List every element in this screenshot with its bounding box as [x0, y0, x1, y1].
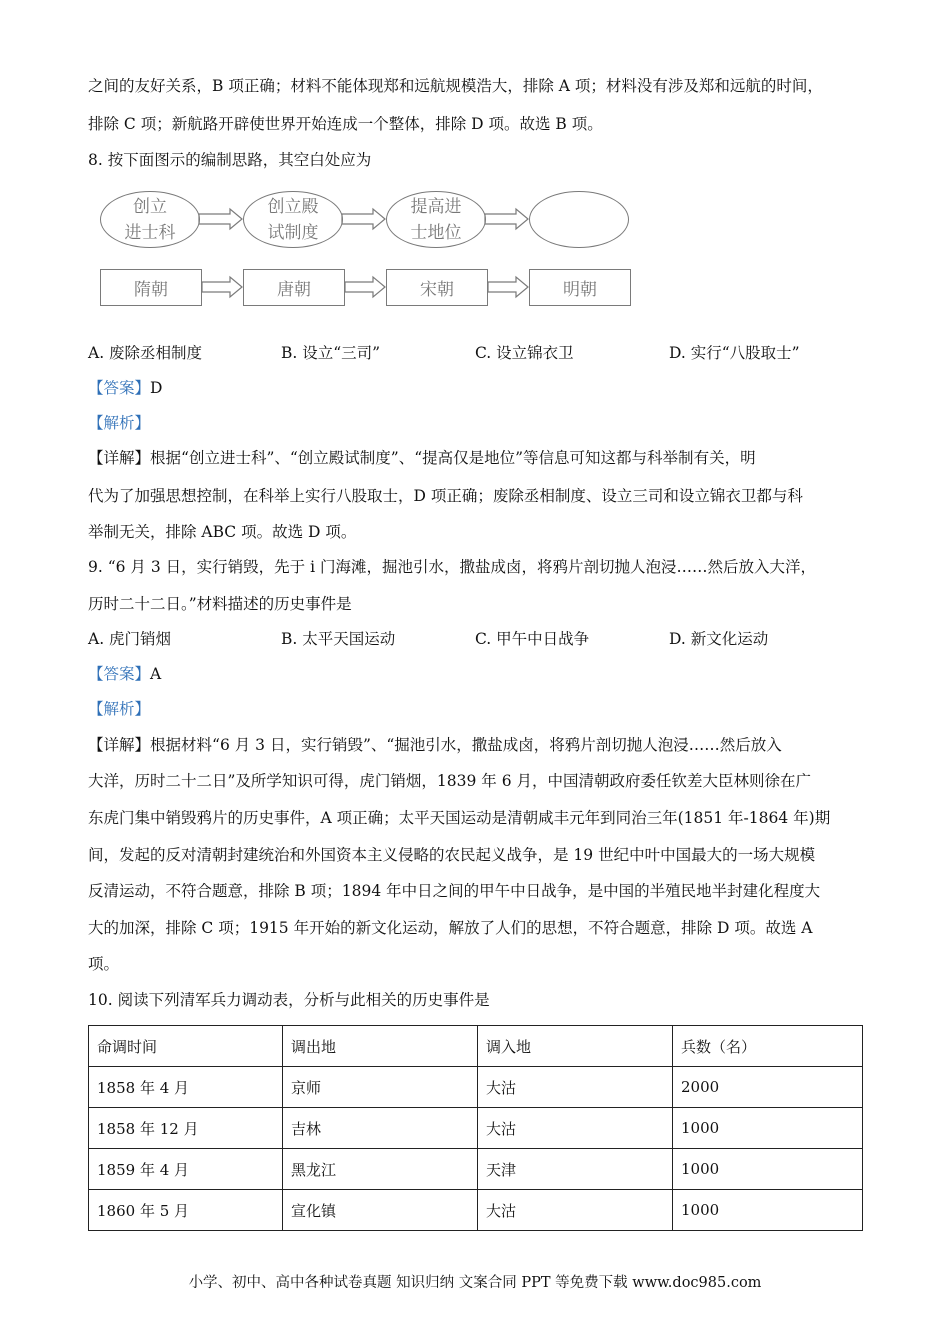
right-arrow-icon	[487, 275, 530, 299]
diagram-oval	[100, 191, 200, 248]
table-cell: 天津	[478, 1149, 673, 1190]
oval-text: 士地位	[410, 222, 462, 243]
table-cell: 1000	[673, 1190, 863, 1231]
option-d: D. 新文化运动	[669, 630, 769, 648]
text-line: 之间的友好关系，B 项正确；材料不能体现郑和远航规模浩大，排除 A 项；材料没有涉及郑和远航的时间，	[88, 77, 823, 95]
table-cell: 吉林	[283, 1108, 478, 1149]
right-arrow-icon	[201, 275, 244, 299]
table-header-row	[89, 1026, 863, 1067]
detail-line	[88, 735, 782, 755]
question-9-cont: 历时二十二日。”材料描述的历史事件是	[88, 595, 352, 613]
question-8: 8. 按下面图示的编制思路，其空白处应为	[88, 151, 372, 169]
dynasty-box	[100, 269, 202, 306]
dynasty-label: 隋朝	[134, 280, 168, 300]
oval-text: 提高进	[410, 196, 462, 217]
table-cell: 1858 年 12 月	[89, 1108, 283, 1149]
dynasty-label: 唐朝	[277, 280, 311, 300]
diagram-oval-blank	[529, 191, 629, 248]
option-c: C. 设立锦衣卫	[475, 344, 574, 362]
diagram-oval	[243, 191, 343, 248]
detail-line: 项。	[88, 955, 120, 973]
answer-tag: 【答案】	[88, 665, 151, 683]
table-header: 调入地	[478, 1026, 673, 1067]
table-cell: 黑龙江	[283, 1149, 478, 1190]
answer-value: D	[150, 379, 163, 397]
table-row	[89, 1067, 863, 1108]
option-b: B. 太平天国运动	[281, 630, 396, 648]
table-cell: 2000	[673, 1067, 863, 1108]
table-cell: 1860 年 5 月	[89, 1190, 283, 1231]
dynasty-box	[529, 269, 631, 306]
detail-line: 举制无关，排除 ABC 项。故选 D 项。	[88, 523, 357, 541]
table-header: 调出地	[283, 1026, 478, 1067]
option-c: C. 甲午中日战争	[475, 630, 590, 648]
question-9: 9. “6 月 3 日，实行销毁，先于 i 门海滩，掘池引水，撒盐成卤，将鸦片剖切抛人泡浸……然后放入大洋，	[88, 558, 816, 576]
analysis-tag: 【解析】	[88, 414, 151, 432]
right-arrow-icon	[198, 207, 244, 231]
table-header: 命调时间	[89, 1026, 283, 1067]
right-arrow-icon	[484, 207, 530, 231]
answer-line	[88, 378, 162, 398]
answer-line	[88, 664, 161, 684]
table-row	[89, 1108, 863, 1149]
dynasty-box	[386, 269, 488, 306]
table-cell: 1000	[673, 1149, 863, 1190]
table-cell: 1859 年 4 月	[89, 1149, 283, 1190]
option-b: B. 设立“三司”	[281, 344, 381, 362]
detail-tag: 【详解】	[88, 449, 151, 467]
detail-line: 大的加深，排除 C 项；1915 年开始的新文化运动，解放了人们的思想，不符合题意，排除 D 项。故选 A	[88, 919, 813, 937]
option-a: A. 废除丞相制度	[88, 344, 203, 362]
oval-text: 创立殿	[267, 196, 319, 217]
table-cell: 1000	[673, 1108, 863, 1149]
detail-line: 反清运动，不符合题意，排除 B 项；1894 年中日之间的甲午中日战争，是中国的半殖民地半封建化程度大	[88, 882, 821, 900]
diagram-oval	[386, 191, 486, 248]
table-cell: 京师	[283, 1067, 478, 1108]
troop-table	[88, 1025, 863, 1231]
detail-text: 根据材料“6 月 3 日，实行销毁”、“掘池引水，撒盐成卤，将鸦片剖切抛人泡浸……然后放入	[150, 736, 782, 754]
table-cell: 大沽	[478, 1108, 673, 1149]
oval-text: 进士科	[124, 222, 176, 243]
table-row	[89, 1190, 863, 1231]
option-d: D. 实行“八股取士”	[669, 344, 800, 362]
dynasty-label: 明朝	[563, 280, 597, 300]
dynasty-label: 宋朝	[420, 280, 454, 300]
dynasty-box	[243, 269, 345, 306]
question-10: 10. 阅读下列清军兵力调动表，分析与此相关的历史事件是	[88, 991, 490, 1009]
detail-line	[88, 448, 756, 468]
table-row	[89, 1149, 863, 1190]
answer-value: A	[150, 665, 162, 683]
oval-text: 创立	[133, 196, 167, 217]
detail-line: 间，发起的反对清朝封建统治和外国资本主义侵略的农民起义战争，是 19 世纪中叶中国最大的一场大规模	[88, 846, 816, 864]
oval-text: 试制度	[267, 222, 319, 243]
page-footer: 小学、初中、高中各种试卷真题 知识归纳 文案合同 PPT 等免费下载 www.doc985.com	[188, 1275, 762, 1291]
detail-line: 东虎门集中销毁鸦片的历史事件，A 项正确；太平天国运动是清朝咸丰元年到同治三年(1851 年-1864 年)期	[88, 809, 831, 827]
detail-text: 根据“创立进士科”、“创立殿试制度”、“提高仅是地位”等信息可知这都与科举制有关，明	[150, 449, 756, 467]
answer-tag: 【答案】	[88, 379, 151, 397]
text-line: 排除 C 项；新航路开辟使世界开始连成一个整体，排除 D 项。故选 B 项。	[88, 115, 603, 133]
detail-line: 代为了加强思想控制，在科举上实行八股取士，D 项正确；废除丞相制度、设立三司和设立锦衣卫都与科	[88, 487, 803, 505]
right-arrow-icon	[344, 275, 387, 299]
table-cell: 宣化镇	[283, 1190, 478, 1231]
option-a: A. 虎门销烟	[88, 630, 172, 648]
detail-tag: 【详解】	[88, 736, 151, 754]
table-header: 兵数（名）	[673, 1026, 863, 1067]
table-cell: 1858 年 4 月	[89, 1067, 283, 1108]
analysis-tag: 【解析】	[88, 700, 151, 718]
right-arrow-icon	[341, 207, 387, 231]
table-cell: 大沽	[478, 1067, 673, 1108]
detail-line: 大洋，历时二十二日”及所学知识可得，虎门销烟，1839 年 6 月，中国清朝政府委任钦差大臣林则徐在广	[88, 772, 812, 790]
table-cell: 大沽	[478, 1190, 673, 1231]
